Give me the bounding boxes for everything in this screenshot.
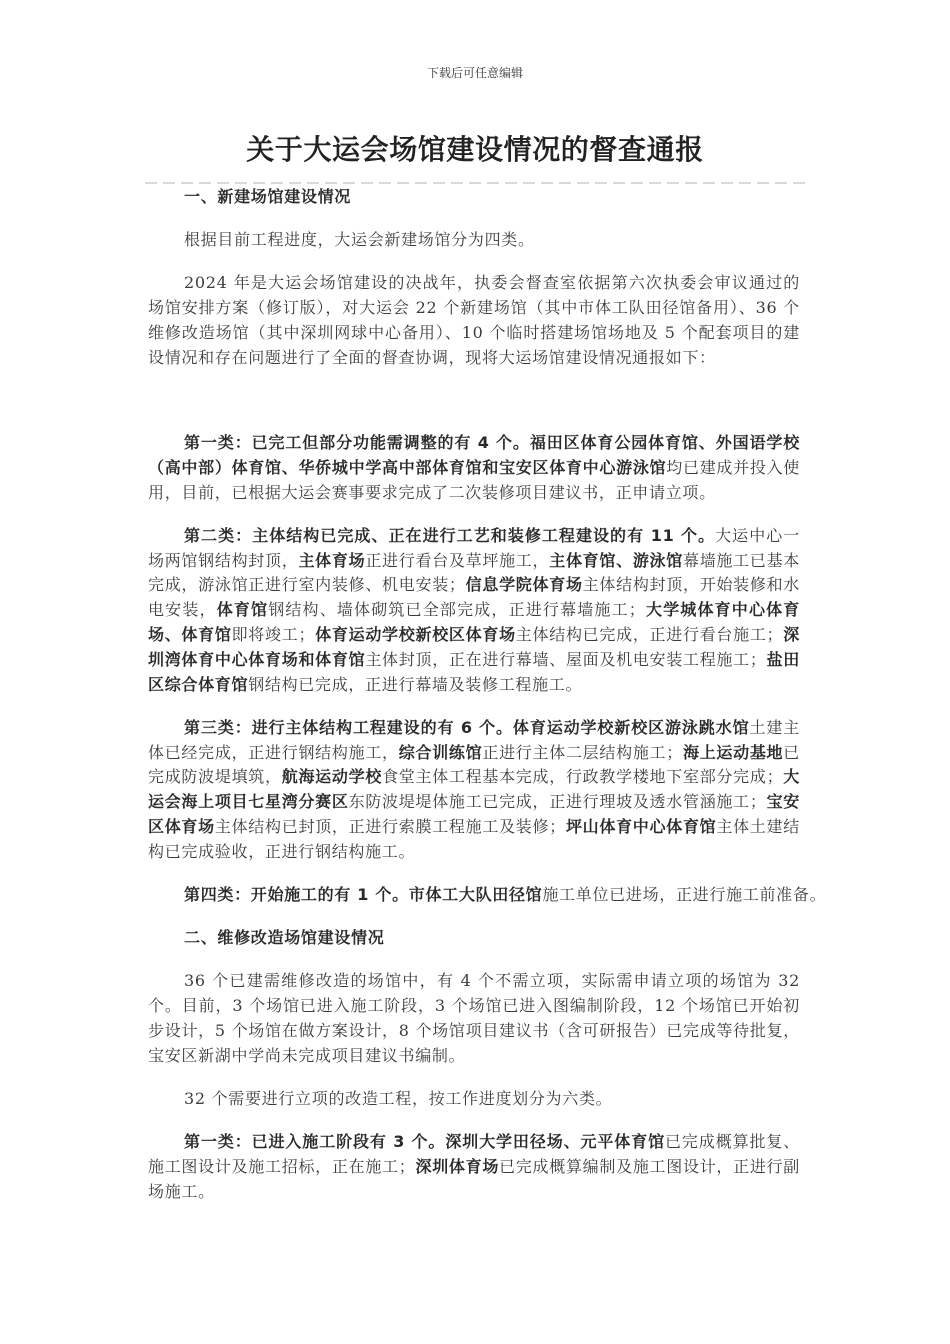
paragraph-text: 已完成概算批复、施工图设计及施工招标，正在施工； xyxy=(148,1132,800,1176)
paragraph-text: 均已建成并投入使用，目前，已根据大运会赛事要求完成了二次装修项目建议书，正申请立项。 xyxy=(148,457,800,502)
paragraph-text: 主体结构封顶，开始装修和水电安装， xyxy=(148,575,800,620)
paragraph-text: 32 个需要进行立项的改造工程，按工作进度划分为六类。 xyxy=(184,1088,613,1108)
body-paragraph xyxy=(148,228,800,253)
document-body xyxy=(148,185,827,1223)
emphasized-text: 大学城体育中心体育场、体育馆 xyxy=(148,600,800,644)
body-paragraph xyxy=(148,716,800,865)
paragraph-text: 东防波堤堤体施工已完成，正进行理坡及透水管涵施工； xyxy=(348,792,767,812)
emphasized-text: 体育馆 xyxy=(216,600,269,620)
body-paragraph xyxy=(148,969,800,1068)
emphasized-text: 深圳体育场 xyxy=(415,1156,500,1176)
emphasized-text: 盐田区综合体育馆 xyxy=(148,649,800,694)
emphasized-text: 第三类：进行主体结构工程建设的有 6 个。体育运动学校新校区游泳跳水馆 xyxy=(184,717,750,737)
title-divider xyxy=(145,182,805,184)
paragraph-text: 根据目前工程进度，大运会新建场馆分为四类。 xyxy=(184,230,535,250)
paragraph-text: 主体封顶，正在进行幕墙、屋面及机电安装工程施工； xyxy=(365,649,767,669)
emphasized-text: 海上运动基地 xyxy=(682,742,784,762)
paragraph-text: 幕墙施工已基本完成，游泳馆正进行室内装修、机电安装； xyxy=(148,550,800,595)
paragraph-text: 食堂主体工程基本完成，行政教学楼地下室部分完成； xyxy=(382,767,784,787)
paragraph-text: 主体土建结构已完成验收，正进行钢结构施工。 xyxy=(148,816,800,861)
emphasized-text: 深圳湾体育中心体育场和体育馆 xyxy=(148,624,800,669)
emphasized-text: 第二类：主体结构已完成、正在进行工艺和装修工程建设的有 11 个。 xyxy=(184,525,716,545)
body-paragraph xyxy=(148,271,800,370)
paragraph-text: 施工单位已进场，正进行施工前准备。 xyxy=(542,884,827,904)
body-paragraph xyxy=(148,1130,800,1204)
paragraph-text: 正进行主体二层结构施工； xyxy=(482,742,683,762)
document-title: 关于大运会场馆建设情况的督查通报 xyxy=(246,133,704,166)
emphasized-text: 大运会海上项目七星湾分赛区 xyxy=(148,767,800,812)
emphasized-text: 主体育场 xyxy=(298,550,366,570)
emphasized-text: 宝安区体育场 xyxy=(148,792,800,836)
emphasized-text: 一、新建场馆建设情况 xyxy=(184,187,352,206)
emphasized-text: 体育运动学校新校区体育场 xyxy=(315,624,516,644)
body-paragraph xyxy=(148,524,800,698)
emphasized-text: 第一类：已进入施工阶段有 3 个。深圳大学田径场、元平体育馆 xyxy=(184,1132,666,1152)
paragraph-text: 土建主体已经完成，正进行钢结构施工， xyxy=(148,717,800,762)
paragraph-text: 36 个已建需维修改造的场馆中，有 4 个不需立项，实际需申请立项的场馆为 32 个。目前，3 个场馆已进入施工阶段，3 个场馆已进入图编制阶段，12 个场馆已开始初步设计，5 个场馆在做方案设计，8 个场馆项目建议书（含可研报告）已完成等待批复，宝安区新湖中学尚未完成项目建议书编制。 xyxy=(148,971,800,1065)
emphasized-text: 信息学院体育场 xyxy=(465,575,583,595)
emphasized-text: 综合训练馆 xyxy=(398,742,483,762)
paragraph-text: 已完成防波堤填筑， xyxy=(148,742,800,787)
emphasized-text: 航海运动学校 xyxy=(281,767,383,787)
section-heading xyxy=(148,185,800,210)
paragraph-text: 主体结构已完成，正进行看台施工； xyxy=(515,624,784,644)
emphasized-text: 坪山体育中心体育馆 xyxy=(565,816,717,836)
paragraph-text: 钢结构、墙体砌筑已全部完成，正进行幕墙施工； xyxy=(268,600,646,620)
section-heading xyxy=(148,926,800,951)
paragraph-text: 2024 年是大运会场馆建设的决战年，执委会督查室依据第六次执委会审议通过的场馆安排方案（修订版），对大运会 22 个新建场馆（其中市体工队田径馆备用）、36 个维修改造场馆（其中深圳网球中心备用）、10 个临时搭建场馆场地及 5 个配套项目的建设情况和存在问题进行了全面的督查协调，现将大运场馆建设情况通报如下： xyxy=(148,273,800,367)
paragraph-text: 钢结构已完成，正进行幕墙及装修工程施工。 xyxy=(248,674,583,694)
body-paragraph xyxy=(148,389,800,505)
emphasized-text: 主体育馆、游泳馆 xyxy=(549,550,683,570)
emphasized-text: 第四类：开始施工的有 1 个。市体工大队田径馆 xyxy=(184,884,543,904)
paragraph-text: 正进行看台及草坪施工， xyxy=(365,550,550,570)
paragraph-text: 即将竣工； xyxy=(231,624,316,644)
emphasized-text: 二、维修改造场馆建设情况 xyxy=(184,928,385,948)
body-paragraph xyxy=(148,883,827,908)
paragraph-text: 大运中心一场两馆钢结构封顶， xyxy=(148,525,800,570)
paragraph-text: 已完成概算编制及施工图设计，正进行副场施工。 xyxy=(148,1156,800,1201)
emphasized-text: 第一类：已完工但部分功能需调整的有 4 个。福田区体育公园体育馆、外国语学校（高中部）体育馆、华侨城中学高中部体育馆和宝安区体育中心游泳馆 xyxy=(148,432,800,477)
page-header-note: 下载后可任意编辑 xyxy=(426,66,523,80)
body-paragraph xyxy=(148,1087,800,1112)
paragraph-text: 主体结构已封顶，正进行索膜工程施工及装修； xyxy=(214,816,566,836)
